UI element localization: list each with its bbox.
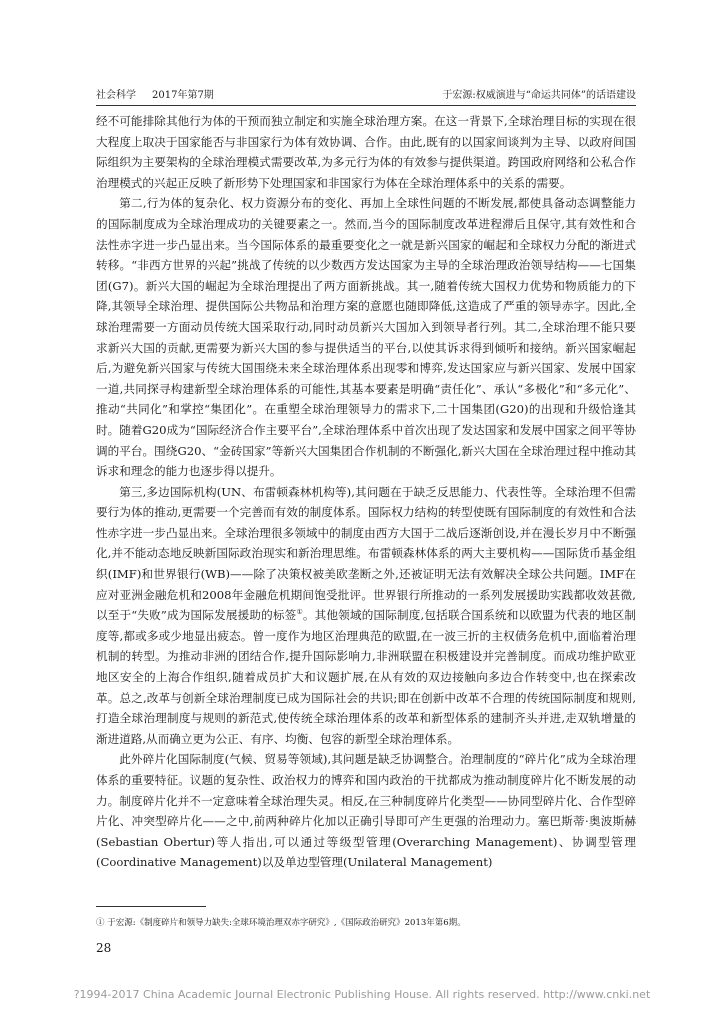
footnote: ① 于宏源:《制度碎片和领导力缺失:全球环境治理双赤字研究》,《国际政治研究》2013年第6期。 xyxy=(96,918,466,928)
header-left xyxy=(96,89,214,103)
paragraph-fragmentation: 此外碎片化国际制度(气候、贸易等领域),其问题是缺乏协调整合。治理制度的“碎片化”成为全球治理体系的重要特征。议题的复杂性、政治权力的博弈和国内政治的干扰都成为推动制度碎片化不断发展的动力。制度碎片化并不一定意味着全球治理失灵。相反,在三种制度碎片化类型——协同型碎片化、合作型碎片化、冲突型碎片化——之中,前两种碎片化加以正确引导即可产生更强的治理动力。塞巴斯蒂·奥波斯赫(Sebastian Obertur)等人指出,可以通过等级型管理(Overarching Management)、协调型管理(Coordinative Management)以及单边型管理(Unilateral Management) xyxy=(96,752,636,870)
running-title: 于宏源:权威演进与“命运共同体”的话语建设 xyxy=(442,90,636,101)
footnote-reference[interactable]: ① xyxy=(296,608,303,617)
footnote-divider xyxy=(96,906,206,907)
paragraph-third-point-part1: 第三,多边国际机构(UN、布雷顿森林机构等),其问题在于缺乏反思能力、代表性等。全球治理不但需要行为体的推动,更需要一个完善而有效的制度体系。国际权力结构的转型使既有国际制度的有效性和合法性赤字进一步凸显出来。全球治理很多领域中的制度由西方大国于二战后逐渐创设,并在漫长岁月中不断强化,并不能动态地反映新国际政治现实和新治理思维。布雷顿森林体系的两大主要机构——国际货币基金组织(IMF)和世界银行(WB)——除了决策权被美欧垄断之外,还被证明无法有效解决全球公共问题。IMF在应对亚洲金融危机和2008年金融危机期间饱受批评。世界银行所推动的一系列发展援助实践都收效甚微,以至于“失败”成为国际发展援助的标签 xyxy=(96,484,636,623)
article-body xyxy=(96,111,636,873)
paragraph-second-point: 第二,行为体的复杂化、权力资源分布的变化、再加上全球性问题的不断发展,都使具备动态调整能力的国际制度成为全球治理成功的关键要素之一。然而,当今的国际制度改革进程滞后且保守,其有效性和合法性赤字进一步凸显出来。当今国际体系的最重要变化之一就是新兴国家的崛起和全球权力分配的渐进式转移。“非西方世界的兴起”挑战了传统的以少数西方发达国家为主导的全球治理政治领导结构——七国集团(G7)。新兴大国的崛起为全球治理提出了两方面新挑战。其一,随着传统大国权力优势和物质能力的下降,其领导全球治理、提供国际公共物品和治理方案的意愿也随即降低,这造成了严重的领导赤字。因此,全球治理需要一方面动员传统大国采取行动,同时动员新兴大国加入到领导者行列。其二,全球治理不能只要求新兴大国的贡献,更需要为新兴大国的参与提供适当的平台,以使其诉求得到倾听和接纳。新兴国家崛起后,为避免新兴国家与传统大国围绕未来全球治理体系出现零和博弈,发达国家应与新兴国家、发展中国家一道,共同探寻构建新型全球治理体系的可能性,其基本要素是明确“责任化”、承认“多极化”和“多元化”、推动“共同化”和掌控“集团化”。在重塑全球治理领导力的需求下,二十国集团(G20)的出现和升级恰逢其时。随着G20成为“国际经济合作主要平台”,全球治理体系中首次出现了发达国家和发展中国家之间平等协调的平台。围绕G20、“金砖国家”等新兴大国集团合作机制的不断强化,新兴大国在全球治理过程中推动其诉求和理念的能力也逐步得以提升。 xyxy=(96,196,636,479)
copyright-watermark: ?1994-2017 China Academic Journal Electronic Publishing House. All rights reserved. http://www.cnki.net xyxy=(73,988,651,1001)
running-header xyxy=(96,89,636,103)
paragraph-continued: 经不可能排除其他行为体的干预而独立制定和实施全球治理方案。在这一背景下,全球治理目标的实现在很大程度上取决于国家能否与非国家行为体有效协调、合作。由此,既有的以国家间谈判为主导、以政府间国际组织为主要架构的全球治理模式需要改革,为多元行为体的有效参与提供渠道。跨国政府网络和公私合作治理模式的兴起正反映了新形势下处理国家和非国家行为体在全球治理体系中的关系的需要。 xyxy=(96,114,636,190)
paragraph-third-point-part2: 。其他领域的国际制度,包括联合国系统和以欧盟为代表的地区制度等,都或多或少地显出疲态。曾一度作为地区治理典范的欧盟,在一波三折的主权债务危机中,面临着治理机制的转型。为推动非洲的团结合作,提升国际影响力,非洲联盟在积极建设并完善制度。而成功维护欧亚地区安全的上海合作组织,随着成员扩大和议题扩展,在从有效的双边接触向多边合作转变中,也在探索改革。总之,改革与创新全球治理制度已成为国际社会的共识;即在创新中改革不合理的传统国际制度和规则,打造全球治理制度与规则的新范式,使传统全球治理体系的改革和新型体系的建制齐头并进,走双轨增量的渐进道路,从而确立更为公正、有序、均衡、包容的新型全球治理体系。 xyxy=(96,608,636,746)
paragraph-third-point xyxy=(96,482,636,750)
page-number: 28 xyxy=(96,941,112,955)
header-divider xyxy=(96,105,636,106)
journal-name: 社会科学 xyxy=(96,90,136,101)
journal-issue: 2017年第7期 xyxy=(152,90,214,101)
